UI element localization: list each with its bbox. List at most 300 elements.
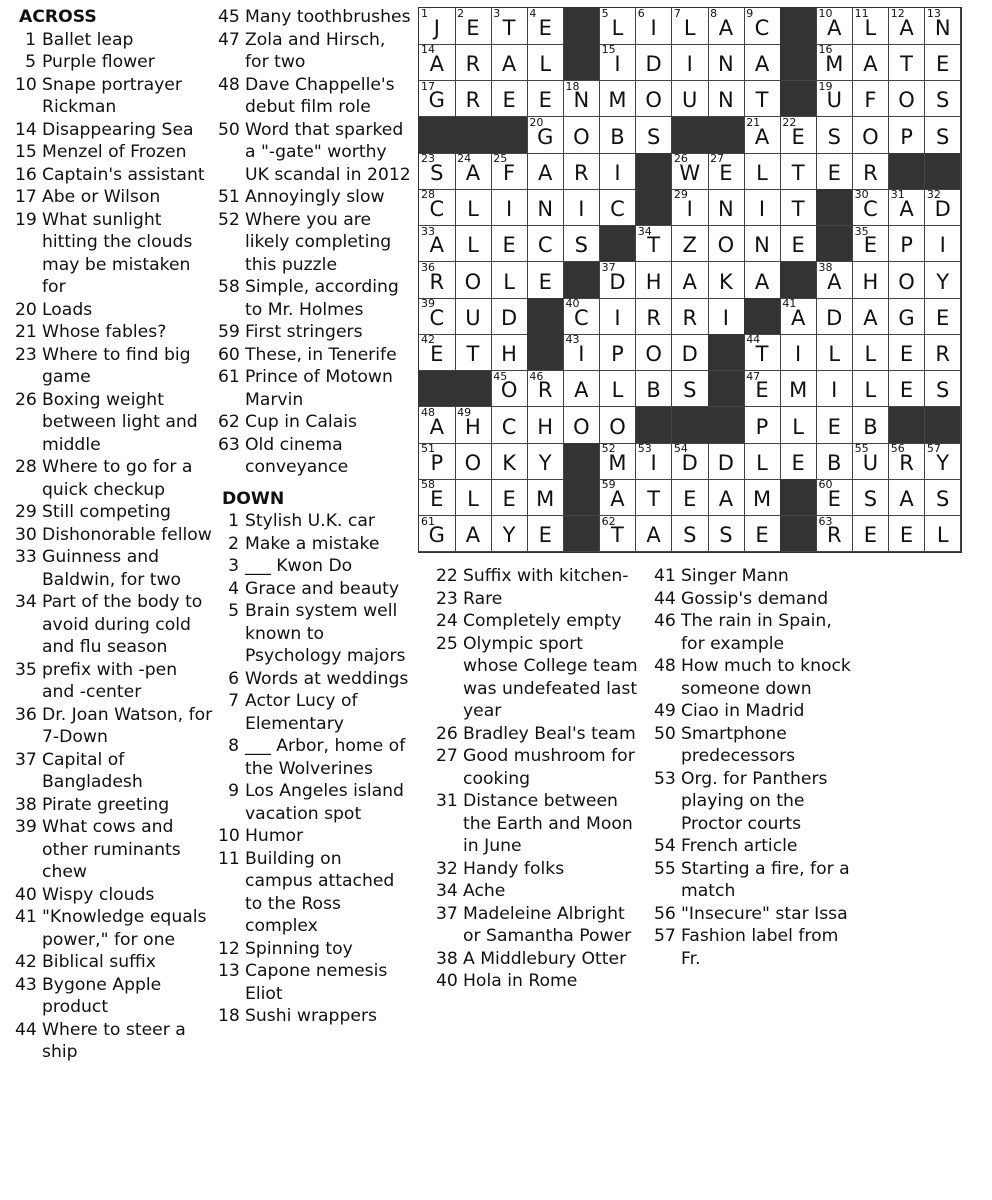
grid-cell[interactable] — [672, 226, 709, 263]
grid-cell[interactable] — [925, 8, 962, 45]
clue-number: 11 — [218, 848, 240, 869]
down-clue-10[interactable] — [218, 825, 414, 848]
grid-cell[interactable] — [853, 117, 890, 154]
grid-cell[interactable] — [636, 81, 673, 118]
grid-cell[interactable] — [600, 8, 637, 45]
grid-cell[interactable] — [853, 516, 890, 553]
down-clue-54[interactable] — [654, 835, 854, 858]
grid-cell[interactable] — [527, 407, 564, 444]
down-clue-6[interactable] — [218, 668, 414, 691]
across-clue-16[interactable] — [15, 164, 213, 187]
grid-cell[interactable] — [636, 371, 673, 408]
across-clue-30[interactable] — [15, 524, 213, 547]
across-clue-60[interactable] — [218, 344, 414, 367]
grid-cell[interactable] — [708, 516, 745, 553]
grid-cell[interactable] — [419, 153, 456, 190]
down-clue-13[interactable] — [218, 960, 414, 1005]
across-clue-10[interactable] — [15, 74, 213, 119]
across-clue-63[interactable] — [218, 434, 414, 479]
grid-cell[interactable] — [419, 226, 456, 263]
down-clue-41[interactable] — [654, 565, 854, 588]
grid-cell[interactable] — [744, 44, 781, 81]
across-clue-19[interactable] — [15, 209, 213, 299]
grid-cell[interactable] — [816, 81, 853, 118]
grid-cell[interactable] — [455, 8, 492, 45]
grid-cell[interactable] — [853, 189, 890, 226]
grid-cell[interactable] — [564, 81, 601, 118]
grid-cell[interactable] — [455, 443, 492, 480]
grid-cell[interactable] — [455, 407, 492, 444]
grid-cell[interactable] — [816, 8, 853, 45]
down-clue-11[interactable] — [218, 848, 414, 938]
cell-letter: E — [466, 15, 480, 40]
cell-number: 61 — [421, 514, 435, 528]
across-clue-48[interactable] — [218, 74, 414, 119]
grid-cell[interactable] — [853, 262, 890, 299]
grid-cell[interactable] — [600, 298, 637, 335]
down-clue-22[interactable] — [436, 565, 642, 588]
grid-cell[interactable] — [889, 262, 926, 299]
grid-cell[interactable] — [419, 334, 456, 371]
grid-cell[interactable] — [636, 226, 673, 263]
down-clue-49[interactable] — [654, 700, 854, 723]
down-header: DOWN — [222, 488, 285, 509]
grid-cell[interactable] — [708, 479, 745, 516]
grid-cell[interactable] — [527, 189, 564, 226]
grid-cell[interactable] — [491, 479, 528, 516]
down-clue-57[interactable] — [654, 925, 854, 970]
grid-cell[interactable] — [600, 189, 637, 226]
across-clue-37[interactable] — [15, 749, 213, 794]
cell-number: 39 — [421, 297, 435, 311]
grid-cell[interactable] — [600, 407, 637, 444]
grid-cell[interactable] — [925, 443, 962, 480]
grid-cell[interactable] — [853, 44, 890, 81]
cell-number: 21 — [746, 115, 761, 129]
grid-cell[interactable] — [455, 334, 492, 371]
grid-cell[interactable] — [780, 117, 817, 154]
grid-cell[interactable] — [527, 153, 564, 190]
down-clue-40[interactable] — [436, 970, 642, 993]
grid-cell[interactable] — [853, 8, 890, 45]
cell-letter: B — [863, 414, 878, 439]
grid-cell[interactable] — [672, 189, 709, 226]
clue-number: 50 — [218, 119, 240, 140]
grid-cell[interactable] — [527, 479, 564, 516]
grid-cell[interactable] — [636, 262, 673, 299]
across-clue-38[interactable] — [15, 794, 213, 817]
down-clue-4[interactable] — [218, 578, 414, 601]
across-clue-58[interactable] — [218, 276, 414, 321]
grid-cell[interactable] — [744, 443, 781, 480]
grid-cell[interactable] — [889, 371, 926, 408]
grid-cell[interactable] — [853, 153, 890, 190]
grid-cell[interactable] — [491, 189, 528, 226]
down-clue-7[interactable] — [218, 690, 414, 735]
down-clue-32[interactable] — [436, 858, 642, 881]
grid-cell[interactable] — [744, 262, 781, 299]
cell-letter: O — [500, 378, 518, 403]
grid-cell[interactable] — [889, 226, 926, 263]
across-clue-44[interactable] — [15, 1019, 213, 1064]
grid-cell[interactable] — [672, 262, 709, 299]
down-clue-18[interactable] — [218, 1005, 414, 1028]
grid-cell[interactable] — [672, 334, 709, 371]
across-clue-45[interactable] — [218, 6, 414, 29]
across-clue-17[interactable] — [15, 186, 213, 209]
down-clue-25[interactable] — [436, 633, 642, 723]
grid-cell[interactable] — [672, 371, 709, 408]
grid-cell[interactable] — [564, 298, 601, 335]
grid-cell[interactable] — [925, 81, 962, 118]
across-clue-36[interactable] — [15, 704, 213, 749]
grid-cell[interactable] — [925, 371, 962, 408]
down-clue-38[interactable] — [436, 948, 642, 971]
across-clue-42[interactable] — [15, 951, 213, 974]
grid-cell[interactable] — [925, 262, 962, 299]
grid-cell[interactable] — [527, 371, 564, 408]
cell-letter: A — [646, 523, 661, 548]
clue-text: Suffix with kitchen- — [463, 566, 629, 586]
across-clue-33[interactable] — [15, 546, 213, 591]
across-clue-21[interactable] — [15, 321, 213, 344]
grid-cell[interactable] — [672, 479, 709, 516]
grid-cell[interactable] — [600, 262, 637, 299]
grid-cell[interactable] — [672, 153, 709, 190]
grid-cell[interactable] — [744, 117, 781, 154]
cell-letter: L — [864, 342, 877, 367]
grid-cell[interactable] — [491, 262, 528, 299]
across-clue-59[interactable] — [218, 321, 414, 344]
across-clue-40[interactable] — [15, 884, 213, 907]
grid-cell[interactable] — [564, 334, 601, 371]
grid-cell[interactable] — [527, 8, 564, 45]
down-clue-1[interactable] — [218, 510, 414, 533]
grid-cell[interactable] — [853, 443, 890, 480]
grid-cell[interactable] — [564, 226, 601, 263]
grid-cell[interactable] — [672, 516, 709, 553]
grid-cell[interactable] — [491, 443, 528, 480]
across-clue-5[interactable] — [15, 51, 213, 74]
across-clue-29[interactable] — [15, 501, 213, 524]
grid-cell[interactable] — [744, 153, 781, 190]
down-clue-50[interactable] — [654, 723, 854, 768]
grid-cell[interactable] — [780, 334, 817, 371]
grid-cell[interactable] — [527, 81, 564, 118]
across-clue-51[interactable] — [218, 186, 414, 209]
grid-cell[interactable] — [636, 516, 673, 553]
grid-cell[interactable] — [889, 298, 926, 335]
grid-cell[interactable] — [925, 334, 962, 371]
grid-cell[interactable] — [455, 81, 492, 118]
grid-cell[interactable] — [744, 407, 781, 444]
grid-cell[interactable] — [491, 226, 528, 263]
grid-cell[interactable] — [491, 81, 528, 118]
across-clue-23[interactable] — [15, 344, 213, 389]
grid-cell[interactable] — [419, 8, 456, 45]
grid-cell[interactable] — [816, 44, 853, 81]
grid-cell[interactable] — [455, 479, 492, 516]
cell-letter: M — [752, 487, 772, 512]
grid-cell[interactable] — [853, 479, 890, 516]
grid-cell[interactable] — [455, 189, 492, 226]
grid-cell[interactable] — [853, 81, 890, 118]
grid-cell[interactable] — [527, 44, 564, 81]
grid-cell[interactable] — [744, 81, 781, 118]
grid-cell[interactable] — [816, 516, 853, 553]
grid-cell[interactable] — [816, 117, 853, 154]
grid-cell[interactable] — [853, 371, 890, 408]
grid-cell[interactable] — [600, 153, 637, 190]
grid-cell[interactable] — [636, 298, 673, 335]
grid-cell[interactable] — [708, 81, 745, 118]
grid-cell[interactable] — [491, 44, 528, 81]
down-clue-37[interactable] — [436, 903, 642, 948]
across-clue-1[interactable] — [15, 29, 213, 52]
grid-cell[interactable] — [744, 516, 781, 553]
down-clue-48[interactable] — [654, 655, 854, 700]
cell-letter: N — [754, 233, 770, 258]
grid-cell[interactable] — [672, 298, 709, 335]
grid-cell[interactable] — [925, 226, 962, 263]
across-clue-35[interactable] — [15, 659, 213, 704]
grid-cell[interactable] — [889, 443, 926, 480]
grid-cell[interactable] — [600, 443, 637, 480]
across-clue-43[interactable] — [15, 974, 213, 1019]
grid-cell[interactable] — [816, 407, 853, 444]
cell-letter: A — [718, 487, 734, 512]
across-clue-28[interactable] — [15, 456, 213, 501]
down-clue-56[interactable] — [654, 903, 854, 926]
down-clue-8[interactable] — [218, 735, 414, 780]
grid-cell[interactable] — [889, 44, 926, 81]
grid-cell[interactable] — [708, 189, 745, 226]
grid-cell[interactable] — [527, 226, 564, 263]
grid-cell[interactable] — [816, 334, 853, 371]
grid-cell[interactable] — [491, 334, 528, 371]
block-cell — [816, 189, 853, 226]
cell-letter: M — [536, 487, 555, 512]
block-cell — [780, 262, 817, 299]
clue-number: 63 — [218, 434, 240, 455]
grid-cell[interactable] — [636, 479, 673, 516]
grid-cell[interactable] — [744, 8, 781, 45]
cell-letter: H — [537, 414, 554, 439]
down-clue-44[interactable] — [654, 588, 854, 611]
cell-letter: L — [864, 378, 877, 403]
grid-cell[interactable] — [455, 262, 492, 299]
grid-cell[interactable] — [527, 516, 564, 553]
grid-cell[interactable] — [491, 407, 528, 444]
grid-cell[interactable] — [600, 44, 637, 81]
cell-letter: G — [898, 305, 915, 330]
grid-cell[interactable] — [600, 334, 637, 371]
grid-cell[interactable] — [491, 516, 528, 553]
grid-cell[interactable] — [455, 153, 492, 190]
grid-cell[interactable] — [455, 44, 492, 81]
grid-cell[interactable] — [636, 8, 673, 45]
down-clue-2[interactable] — [218, 533, 414, 556]
down-clue-46[interactable] — [654, 610, 854, 655]
grid-cell[interactable] — [600, 117, 637, 154]
grid-cell[interactable] — [889, 81, 926, 118]
across-clue-14[interactable] — [15, 119, 213, 142]
grid-cell[interactable] — [527, 262, 564, 299]
grid-cell[interactable] — [925, 298, 962, 335]
down-clue-26[interactable] — [436, 723, 642, 746]
across-clue-20[interactable] — [15, 299, 213, 322]
grid-cell[interactable] — [455, 516, 492, 553]
grid-cell[interactable] — [744, 371, 781, 408]
grid-cell[interactable] — [600, 371, 637, 408]
grid-cell[interactable] — [564, 407, 601, 444]
grid-cell[interactable] — [889, 189, 926, 226]
clue-number: 25 — [436, 633, 458, 654]
grid-cell[interactable] — [889, 8, 926, 45]
grid-cell[interactable] — [816, 153, 853, 190]
grid-cell[interactable] — [419, 479, 456, 516]
grid-cell[interactable] — [708, 8, 745, 45]
grid-cell[interactable] — [708, 153, 745, 190]
grid-cell[interactable] — [708, 226, 745, 263]
grid-cell[interactable] — [780, 443, 817, 480]
down-clue-9[interactable] — [218, 780, 414, 825]
cell-letter: P — [611, 342, 624, 367]
down-clue-12[interactable] — [218, 938, 414, 961]
cell-number: 47 — [746, 369, 761, 383]
across-clue-39[interactable] — [15, 816, 213, 884]
grid-cell[interactable] — [708, 298, 745, 335]
grid-cell[interactable] — [491, 153, 528, 190]
down-clue-3[interactable] — [218, 555, 414, 578]
grid-cell[interactable] — [853, 334, 890, 371]
grid-cell[interactable] — [419, 516, 456, 553]
down-clue-31[interactable] — [436, 790, 642, 858]
down-clue-24[interactable] — [436, 610, 642, 633]
grid-cell[interactable] — [780, 371, 817, 408]
grid-cell[interactable] — [744, 334, 781, 371]
across-clue-52[interactable] — [218, 209, 414, 277]
grid-cell[interactable] — [925, 117, 962, 154]
across-clue-50[interactable] — [218, 119, 414, 187]
grid-cell[interactable] — [564, 153, 601, 190]
grid-cell[interactable] — [816, 479, 853, 516]
grid-cell[interactable] — [853, 298, 890, 335]
grid-cell[interactable] — [672, 81, 709, 118]
cell-letter: L — [756, 160, 768, 185]
grid-cell[interactable] — [925, 479, 962, 516]
grid-cell[interactable] — [816, 443, 853, 480]
grid-cell[interactable] — [925, 516, 962, 553]
grid-cell[interactable] — [636, 443, 673, 480]
clue-number: 53 — [654, 768, 676, 789]
grid-cell[interactable] — [780, 189, 817, 226]
grid-cell[interactable] — [780, 226, 817, 263]
grid-cell[interactable] — [672, 443, 709, 480]
grid-cell[interactable] — [708, 262, 745, 299]
grid-cell[interactable] — [816, 262, 853, 299]
grid-cell[interactable] — [527, 117, 564, 154]
grid-cell[interactable] — [527, 443, 564, 480]
grid-cell[interactable] — [419, 189, 456, 226]
down-clue-34[interactable] — [436, 880, 642, 903]
down-clue-list — [436, 565, 642, 993]
across-clue-61[interactable] — [218, 366, 414, 411]
grid-cell[interactable] — [636, 44, 673, 81]
grid-cell[interactable] — [744, 226, 781, 263]
grid-cell[interactable] — [600, 479, 637, 516]
grid-cell[interactable] — [816, 371, 853, 408]
grid-cell[interactable] — [600, 516, 637, 553]
grid-cell[interactable] — [780, 153, 817, 190]
grid-cell[interactable] — [853, 407, 890, 444]
grid-cell[interactable] — [564, 117, 601, 154]
grid-cell[interactable] — [744, 189, 781, 226]
grid-cell[interactable] — [925, 189, 962, 226]
grid-cell[interactable] — [600, 81, 637, 118]
grid-cell[interactable] — [672, 44, 709, 81]
down-clue-55[interactable] — [654, 858, 854, 903]
grid-cell[interactable] — [889, 479, 926, 516]
across-clue-15[interactable] — [15, 141, 213, 164]
grid-cell[interactable] — [564, 371, 601, 408]
down-clue-5[interactable] — [218, 600, 414, 668]
across-clue-62[interactable] — [218, 411, 414, 434]
grid-cell[interactable] — [889, 117, 926, 154]
grid-cell[interactable] — [744, 479, 781, 516]
grid-cell[interactable] — [419, 298, 456, 335]
cell-letter: I — [795, 342, 802, 367]
grid-cell[interactable] — [780, 298, 817, 335]
down-clue-27[interactable] — [436, 745, 642, 790]
grid-cell[interactable] — [419, 262, 456, 299]
cell-number: 49 — [457, 405, 472, 419]
across-clue-34[interactable] — [15, 591, 213, 659]
grid-cell[interactable] — [491, 298, 528, 335]
grid-cell[interactable] — [419, 443, 456, 480]
down-clue-23[interactable] — [436, 588, 642, 611]
across-clue-47[interactable] — [218, 29, 414, 74]
grid-cell[interactable] — [708, 443, 745, 480]
cell-letter: Y — [538, 450, 552, 475]
grid-cell[interactable] — [455, 298, 492, 335]
across-clue-26[interactable] — [15, 389, 213, 457]
down-clue-53[interactable] — [654, 768, 854, 836]
grid-cell[interactable] — [419, 44, 456, 81]
grid-cell[interactable] — [455, 226, 492, 263]
grid-cell[interactable] — [491, 8, 528, 45]
grid-cell[interactable] — [925, 44, 962, 81]
grid-cell[interactable] — [636, 334, 673, 371]
cell-letter: I — [614, 52, 621, 77]
grid-cell[interactable] — [816, 298, 853, 335]
grid-cell[interactable] — [889, 516, 926, 553]
grid-cell[interactable] — [672, 8, 709, 45]
cell-number: 57 — [926, 442, 941, 456]
across-clue-41[interactable] — [15, 906, 213, 951]
grid-cell[interactable] — [564, 189, 601, 226]
grid-cell[interactable] — [491, 371, 528, 408]
grid-cell[interactable] — [780, 407, 817, 444]
grid-cell[interactable] — [853, 226, 890, 263]
grid-cell[interactable] — [636, 117, 673, 154]
grid-cell[interactable] — [889, 334, 926, 371]
grid-cell[interactable] — [419, 407, 456, 444]
grid-cell[interactable] — [419, 81, 456, 118]
clue-number: 18 — [218, 1006, 240, 1026]
grid-cell[interactable] — [708, 44, 745, 81]
cell-letter: E — [791, 124, 805, 149]
